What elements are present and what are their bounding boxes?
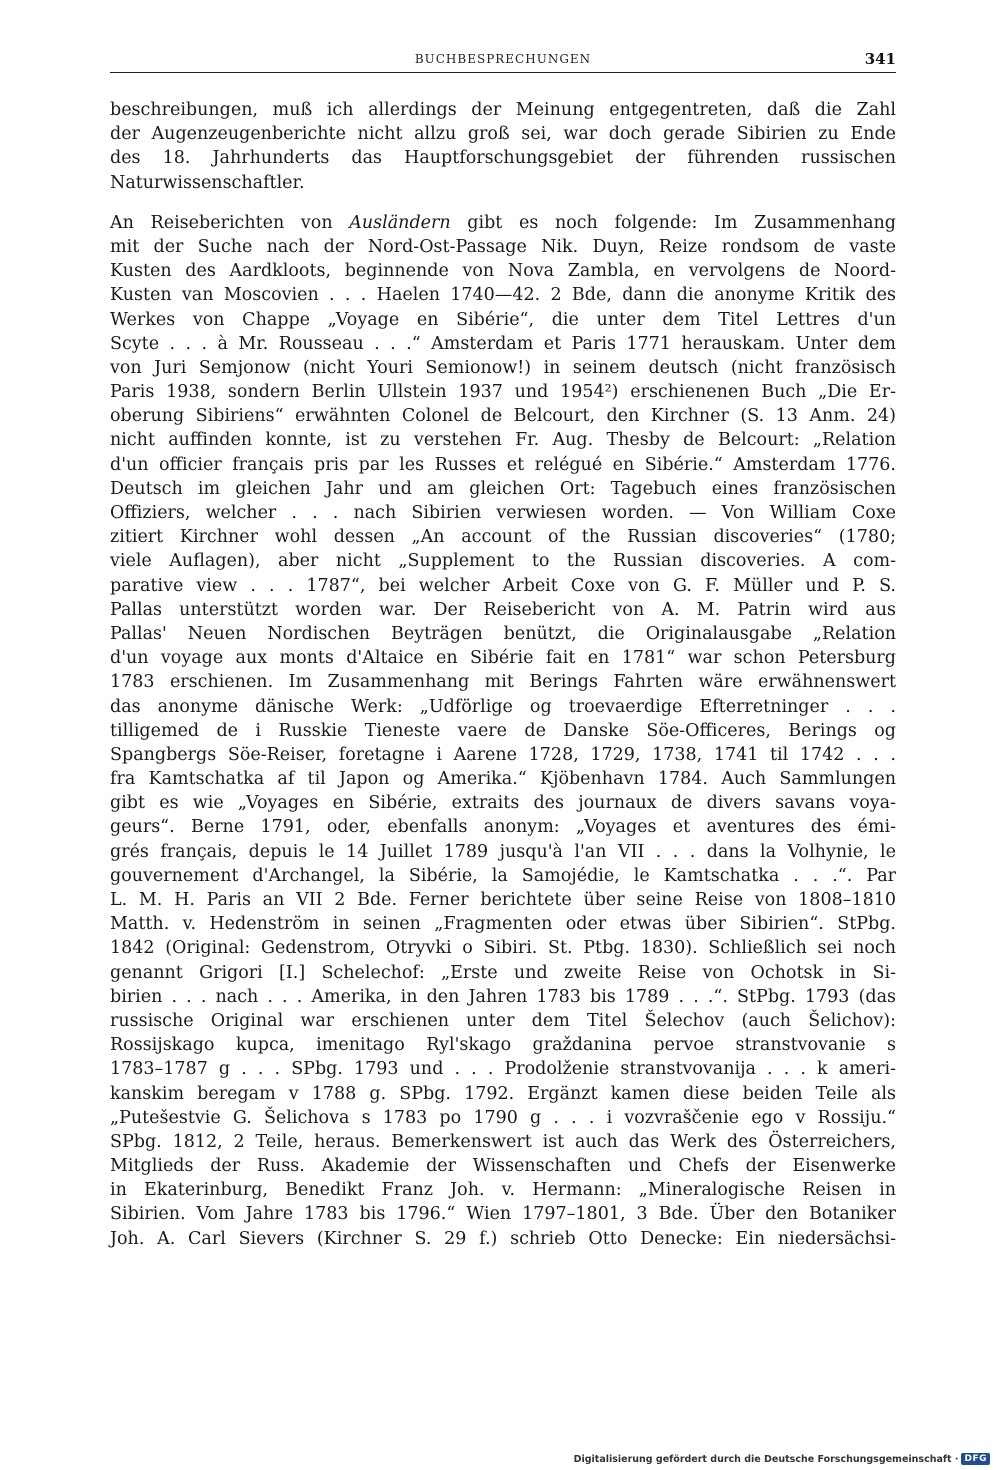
text-line: 1842 (Original: Gedenstrom, Otryvki o Sibiri. St. Ptbg. 1830). Schließlich sei noch xyxy=(110,938,896,959)
digitization-footer xyxy=(574,1453,990,1465)
text-line: zitiert Kirchner wohl dessen „An account of the Russian discoveries“ (1780; xyxy=(110,527,896,548)
text-line: d'un officier français pris par les Russes et relégué en Sibérie.“ Amsterdam 1776. xyxy=(110,454,896,475)
text-line: parative view . . . 1787“, bei welcher Arbeit Coxe von G. F. Müller und P. S. xyxy=(110,575,896,596)
text-line: in Ekaterinburg, Benedikt Franz Joh. v. Hermann: „Mineralogische Reisen in xyxy=(110,1180,896,1201)
lead-italic-text: Ausländern xyxy=(349,212,451,233)
text-line: L. M. H. Paris an VII 2 Bde. Ferner berichtete über seine Reise von 1808–1810 xyxy=(110,890,896,910)
text-line: viele Auflagen), aber nicht „Supplement to the Russian discoveries. A com- xyxy=(110,551,896,572)
body-text xyxy=(110,98,896,1251)
text-line: gouvernement d'Archangel, la Sibérie, la Samojédie, le Kamtschatka . . .“. Par xyxy=(110,865,896,886)
lead-rest-text: gibt es noch folgende: Im Zusammenhang xyxy=(450,212,896,233)
text-line: Kusten des Aardkloots, beginnende von Nova Zambla, en vervolgens de Noord- xyxy=(110,261,896,282)
paragraph-gap xyxy=(110,195,896,211)
text-line: fra Kamtschatka af til Japon og Amerika.“ Kjöbenhavn 1784. Auch Sammlungen xyxy=(110,769,896,790)
text-line: tilligemed de i Russkie Tieneste vaere de Danske Söe-Officeres, Berings og xyxy=(110,720,896,741)
text-line: Sibirien. Vom Jahre 1783 bis 1796.“ Wien 1797–1801, 3 Bde. Über den Botaniker xyxy=(110,1204,896,1225)
page-header xyxy=(110,50,896,76)
dfg-logo: DFG xyxy=(961,1453,990,1465)
text-line: 1783 erschienen. Im Zusammenhang mit Berings Fahrten wäre erwähnenswert xyxy=(110,672,896,693)
lead-text: An Reiseberichten von xyxy=(110,212,350,233)
text-line: SPbg. 1812, 2 Teile, heraus. Bemerkenswert ist auch das Werk des Österreichers, xyxy=(110,1131,896,1152)
text-line: geurs“. Berne 1791, oder, ebenfalls anonym: „Voyages et aventures des émi- xyxy=(110,817,896,838)
text-line: gibt es wie „Voyages en Sibérie, extraits des journaux de divers savans voya- xyxy=(110,793,896,814)
text-line: „Putešestvie G. Šelichova s 1783 po 1790 g . . . i vozvraščenie ego v Rossiju.“ xyxy=(110,1107,896,1128)
text-line: russische Original war erschienen unter dem Titel Šelechov (auch Šelichov): xyxy=(110,1010,896,1031)
text-line: d'un voyage aux monts d'Altaice en Sibérie fait en 1781“ war schon Petersburg xyxy=(110,648,896,669)
text-line: Kusten van Moscovien . . . Haelen 1740—42. 2 Bde, dann die anonyme Kritik des xyxy=(110,285,896,306)
paragraph-2 xyxy=(110,211,896,1251)
text-line: kanskim beregam v 1788 g. SPbg. 1792. Ergänzt kamen diese beiden Teile als xyxy=(110,1083,896,1104)
text-line: Paris 1938, sondern Berlin Ullstein 1937 und 1954²) erschienenen Buch „Die Er- xyxy=(110,382,896,403)
text-line: der Augenzeugenberichte nicht allzu groß sei, war doch gerade Sibirien zu Ende xyxy=(110,124,896,145)
text-line-lead xyxy=(110,211,896,235)
text-line: des 18. Jahrhunderts das Hauptforschungsgebiet der führenden russischen xyxy=(110,148,896,169)
text-line: beschreibungen, muß ich allerdings der Meinung entgegentreten, daß die Zahl xyxy=(110,100,896,120)
paragraph-1 xyxy=(110,98,896,195)
text-line: Scyte . . . à Mr. Rousseau . . .“ Amsterdam et Paris 1771 herauskam. Unter dem xyxy=(110,333,896,354)
text-line: Matth. v. Hedenström in seinen „Fragmenten oder etwas über Sibirien“. StPbg. xyxy=(110,914,896,935)
text-line: das anonyme dänische Werk: „Udförlige og troevaerdige Efterretninger . . . xyxy=(110,696,896,717)
text-line: von Juri Semjonow (nicht Youri Semionow!) in seinem deutsch (nicht französisch xyxy=(110,357,896,378)
text-line: Pallas' Neuen Nordischen Beyträgen benützt, die Originalausgabe „Relation xyxy=(110,623,896,644)
page-number: 341 xyxy=(864,50,896,68)
text-line: Pallas unterstützt worden war. Der Reisebericht von A. M. Patrin wird aus xyxy=(110,599,896,620)
header-rule xyxy=(110,72,896,73)
text-line: oberung Sibiriens“ erwähnten Colonel de Belcourt, den Kirchner (S. 13 Anm. 24) xyxy=(110,406,896,427)
text-line: Rossijskago kupca, imenitago Ryl'skago graždanina pervoe stranstvovanie s xyxy=(110,1035,896,1056)
text-line: 1783–1787 g . . . SPbg. 1793 und . . . Prodolženie stranstvovanija . . . k ameri- xyxy=(110,1059,896,1080)
text-line: Mitglieds der Russ. Akademie der Wissenschaften und Chefs der Eisenwerke xyxy=(110,1156,896,1177)
running-head: BUCHBESPRECHUNGEN xyxy=(414,52,592,66)
text-line: Joh. A. Carl Sievers (Kirchner S. 29 f.) schrieb Otto Denecke: Ein niedersächsi- xyxy=(110,1228,896,1249)
text-line: grés français, depuis le 14 Juillet 1789 jusqu'à l'an VII . . . dans la Volhynie, le xyxy=(110,841,896,862)
text-line: Offiziers, welcher . . . nach Sibirien verwiesen worden. — Von William Coxe xyxy=(110,503,896,523)
footer-text: Digitalisierung gefördert durch die Deutsche Forschungsgemeinschaft · xyxy=(573,1453,959,1465)
text-line: nicht auffinden konnte, ist zu verstehen Fr. Aug. Thesby de Belcourt: „Relation xyxy=(110,430,896,451)
text-line: Spangbergs Söe-Reiser, foretagne i Aarene 1728, 1729, 1738, 1741 til 1742 . . . xyxy=(110,744,896,765)
text-line: Naturwissenschaftler. xyxy=(110,172,305,193)
text-line: Deutsch im gleichen Jahr und am gleichen Ort: Tagebuch eines französischen xyxy=(110,478,896,499)
text-line: Werkes von Chappe „Voyage en Sibérie“, die unter dem Titel Lettres d'un xyxy=(110,309,896,330)
text-line: mit der Suche nach der Nord-Ost-Passage Nik. Duyn, Reize rondsom de vaste xyxy=(110,236,896,257)
text-line: genannt Grigori [I.] Schelechof: „Erste und zweite Reise von Ochotsk in Si- xyxy=(110,962,896,983)
text-line: birien . . . nach . . . Amerika, in den Jahren 1783 bis 1789 . . .“. StPbg. 1793 (das xyxy=(110,986,896,1007)
